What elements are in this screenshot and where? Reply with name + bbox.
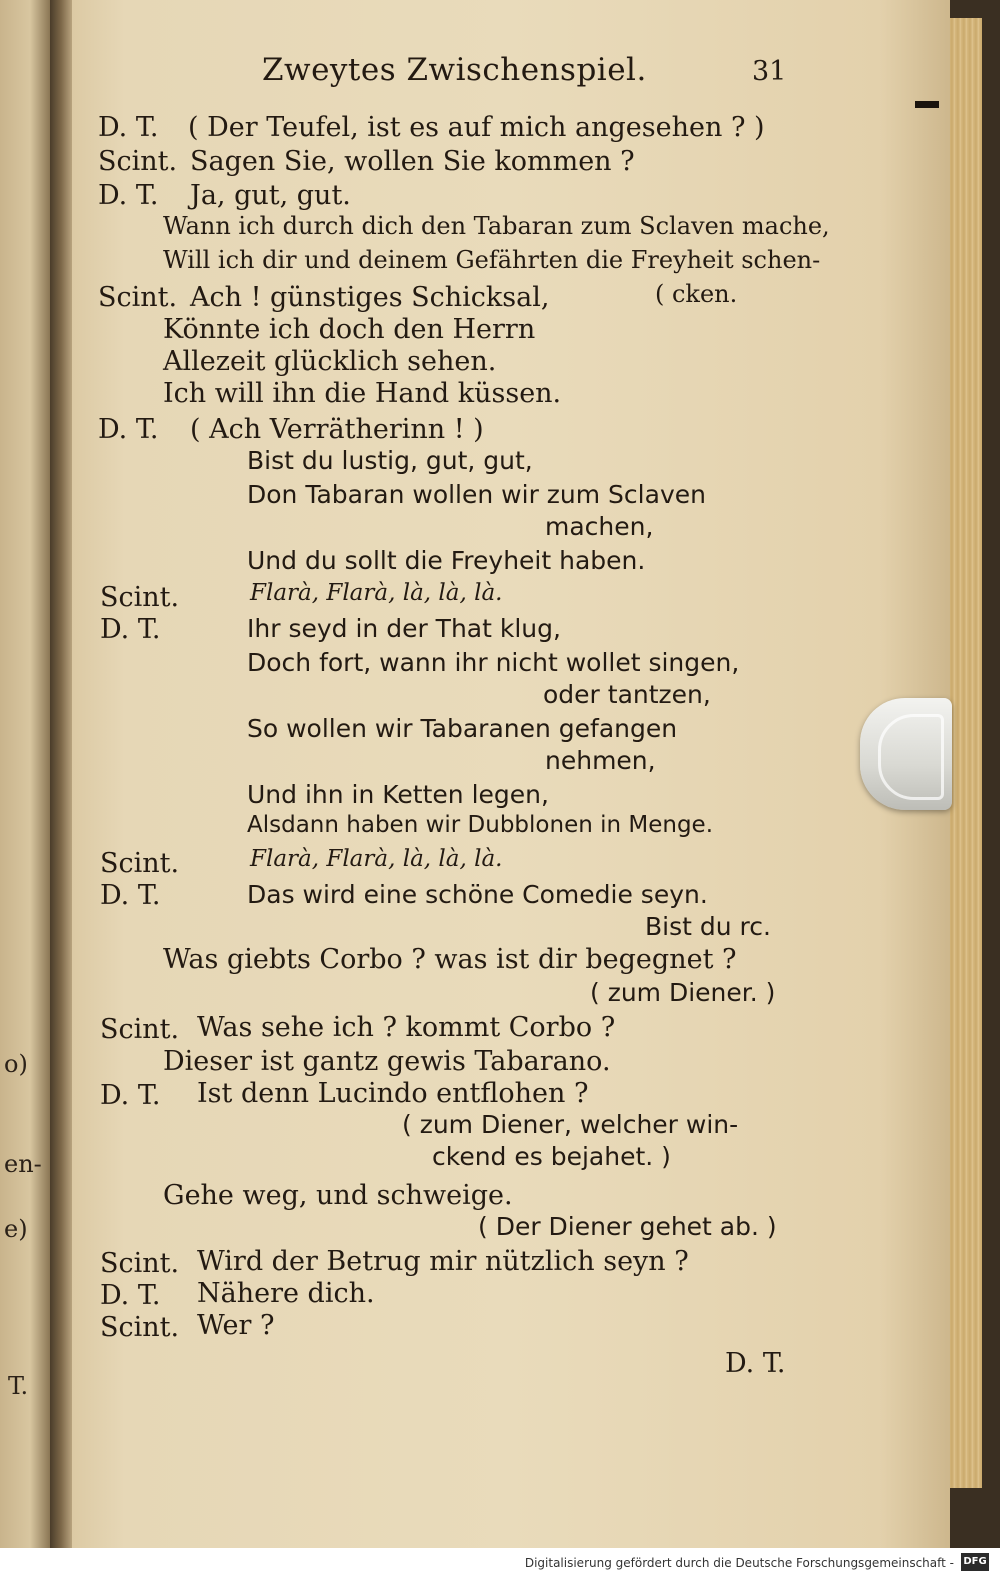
text-line: nehmen, [545,746,656,775]
text-line: Don Tabaran wollen wir zum Sclaven [247,480,706,509]
funding-credit: Digitalisierung gefördert durch die Deutsche Forschungsgemeinschaft - [524,1556,954,1570]
text-line: Das wird eine schöne Comedie seyn. [247,880,708,909]
speaker-label: Scint. [100,1248,180,1279]
text-line: Könnte ich doch den Herrn [163,314,536,345]
facing-page-fragment: en- [4,1150,42,1178]
text-line: Nähere dich. [197,1278,375,1309]
text-line: ( Der Teufel, ist es auf mich angesehen ? ) [188,112,765,143]
speaker-label: Scint. [98,282,178,313]
text-line: ( cken. [655,280,738,308]
text-line: Doch fort, wann ihr nicht wollet singen, [247,648,740,677]
speaker-label: Scint. [98,146,178,177]
speaker-label: D. T. [100,1080,161,1111]
text-line: Will ich dir und deinem Gefährten die Freyheit schen- [163,246,821,274]
text-line: ckend es bejahet. ) [432,1142,671,1171]
facing-page-edge [0,0,50,1579]
margin-mark [915,101,939,108]
text-line: Ich will ihn die Hand küssen. [163,378,562,409]
text-line: ( zum Diener. ) [590,978,776,1007]
text-line: Was giebts Corbo ? was ist dir begegnet ? [163,944,737,975]
text-line: ( zum Diener, welcher win- [402,1110,739,1139]
speaker-label: D. T. [100,1280,161,1311]
speaker-label: D. T. [98,414,159,445]
text-line: Bist du rc. [645,912,771,941]
text-line: Dieser ist gantz gewis Tabarano. [163,1046,611,1077]
bookmark-clip [860,698,952,810]
text-line: machen, [545,512,654,541]
running-head: Zweytes Zwischenspiel. [262,52,647,88]
text-line: Ja, gut, gut. [190,180,351,211]
text-line: Ach ! günstiges Schicksal, [190,282,550,313]
text-line: Bist du lustig, gut, gut, [247,446,533,475]
dfg-logo: DFG [961,1553,989,1571]
speaker-label: Scint. [100,848,180,879]
text-line: oder tantzen, [543,680,711,709]
page-gutter [50,0,72,1579]
text-line: Und ihn in Ketten legen, [247,780,549,809]
text-line: Gehe weg, und schweige. [163,1180,513,1211]
speaker-label: Scint. [100,1014,180,1045]
text-line: ( Der Diener gehet ab. ) [478,1212,777,1241]
text-line: Flarà, Flarà, là, là, là. [250,580,503,606]
speaker-label: D. T. [100,880,161,911]
speaker-label: D. T. [98,112,159,143]
text-line: Alsdann haben wir Dubblonen in Menge. [247,812,714,838]
facing-page-fragment: e) [4,1215,28,1243]
facing-page-fragment: o) [4,1050,28,1078]
text-line: Wird der Betrug mir nützlich seyn ? [197,1246,689,1277]
text-line: Flarà, Flarà, là, là, là. [250,846,503,872]
text-line: ( Ach Verrätherinn ! ) [190,414,484,445]
text-line: Ist denn Lucindo entflohen ? [197,1078,589,1109]
text-line: Und du sollt die Freyheit haben. [247,546,646,575]
text-line: Sagen Sie, wollen Sie kommen ? [190,146,635,177]
text-line: Ihr seyd in der That klug, [247,614,561,643]
text-line: Allezeit glücklich sehen. [163,346,497,377]
text-line: Was sehe ich ? kommt Corbo ? [197,1012,616,1043]
text-line: So wollen wir Tabaranen gefangen [247,714,678,743]
speaker-label: D. T. [100,614,161,645]
text-line: Wann ich durch dich den Tabaran zum Sclaven mache, [163,212,830,240]
speaker-label: Scint. [100,582,180,613]
catchword: D. T. [725,1348,786,1379]
text-line: Wer ? [197,1310,275,1341]
speaker-label: D. T. [98,180,159,211]
speaker-label: Scint. [100,1312,180,1343]
facing-page-fragment: T. [8,1372,29,1400]
page-number: 31 [752,56,787,87]
